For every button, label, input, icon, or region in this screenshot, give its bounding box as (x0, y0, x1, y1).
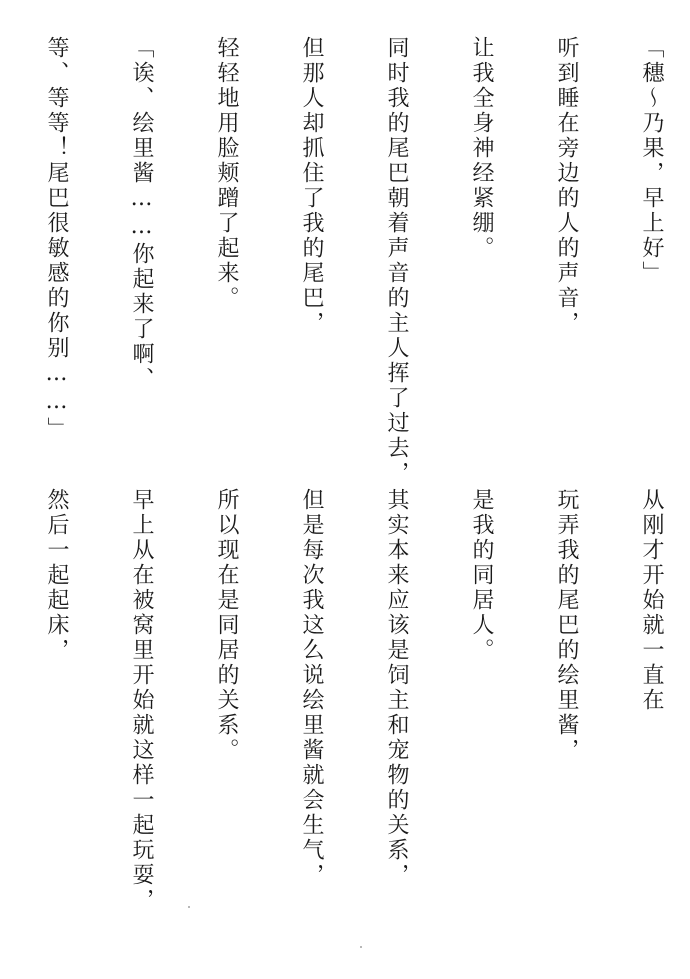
text-column: 玩弄我的尾巴的绘里酱， (554, 488, 579, 763)
text-column: 轻轻地用脸颊蹭了起来。 (214, 36, 239, 311)
lower-text-block (0, 488, 664, 913)
text-column: 「穗～乃果，早上好」 (639, 36, 664, 286)
text-column: 是我的同居人。 (469, 488, 494, 663)
text-column: 同时我的尾巴朝着声音的主人挥了过去， (384, 36, 409, 486)
text-column: 从刚才开始就一直在 (639, 488, 664, 713)
scan-speck (188, 906, 190, 908)
text-column: 所以现在是同居的关系。 (214, 488, 239, 763)
text-column: 早上从在被窝里开始就这样一起玩耍， (129, 488, 154, 913)
text-column: 但是每次我这么说绘里酱就会生气， (299, 488, 324, 888)
text-column: 等、等等！尾巴很敏感的你别……」 (44, 36, 69, 442)
text-column: 但那人却抓住了我的尾巴， (299, 36, 324, 336)
text-column: 其实本来应该是饲主和宠物的关系， (384, 488, 409, 888)
upper-text-block (0, 36, 664, 486)
text-column: 「诶、绘里酱……你起来了啊、 (129, 36, 154, 392)
text-column: 然后一起起床， (44, 488, 69, 663)
text-column: 听到睡在旁边的人的声音， (554, 36, 579, 336)
scan-speck (360, 946, 362, 948)
text-column: 让我全身神经紧绷。 (469, 36, 494, 261)
